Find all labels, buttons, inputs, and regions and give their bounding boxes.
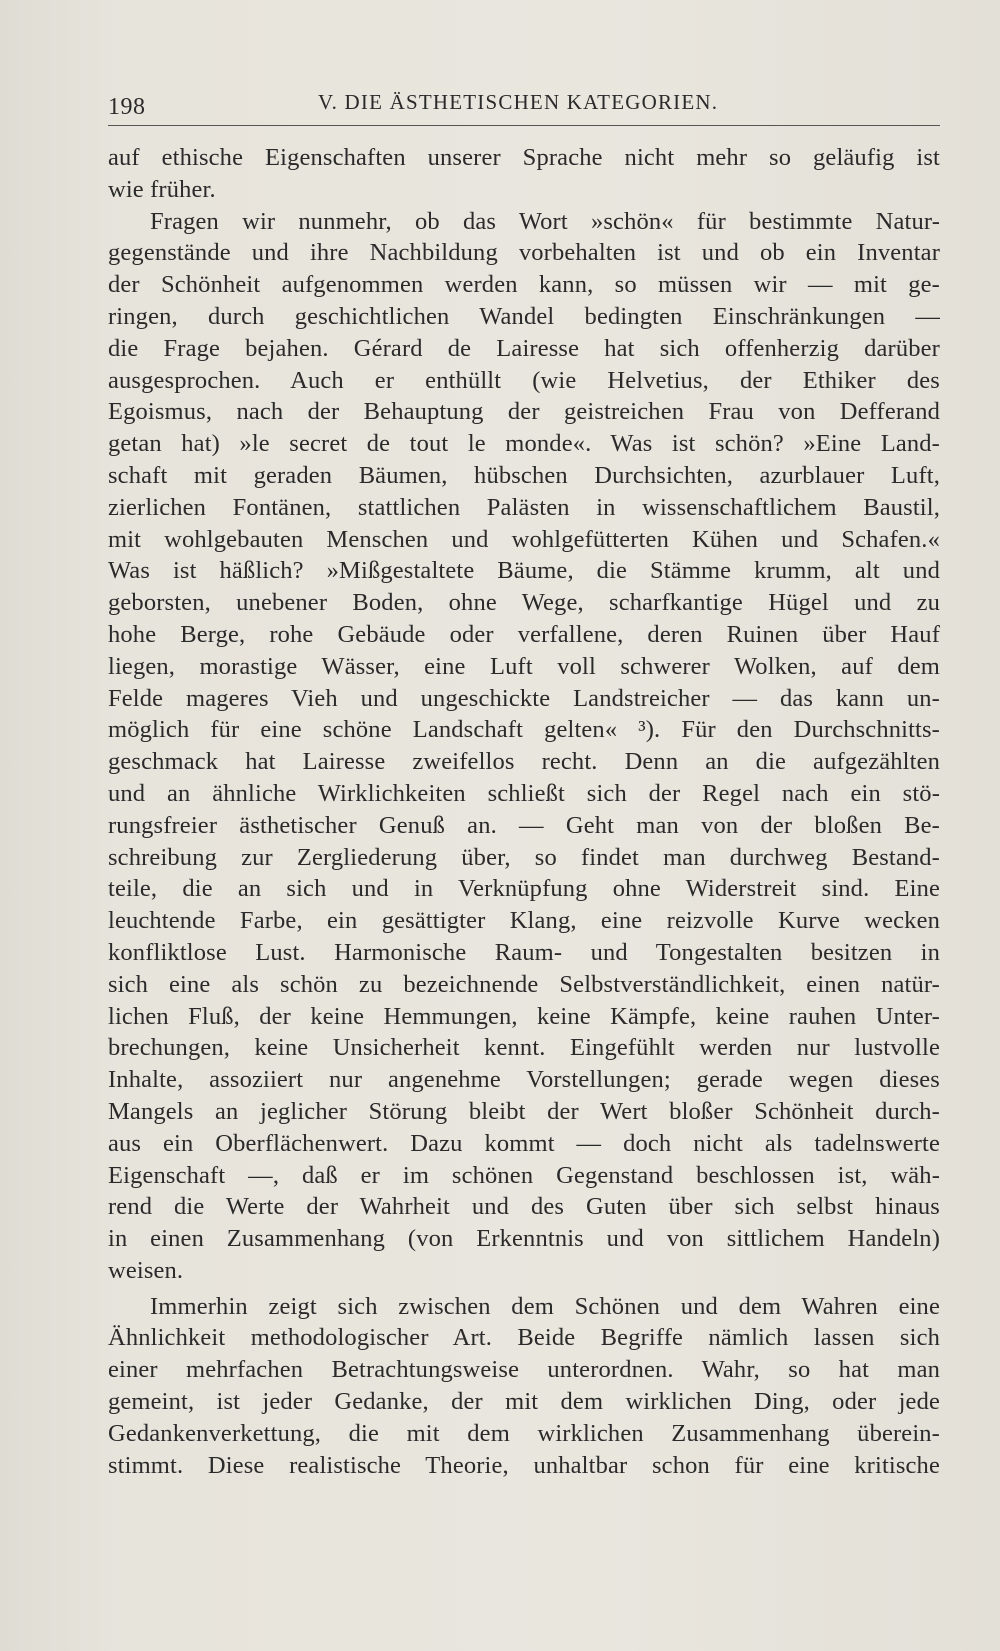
text-line: konfliktlose Lust. Harmonische Raum- und Tongestalten besitzen in [108, 938, 940, 966]
running-head [108, 86, 940, 126]
text-line: schreibung zur Zergliederung über, so findet man durchweg Bestand- [108, 843, 940, 871]
text-line: die Frage bejahen. Gérard de Lairesse hat sich offenherzig darüber [108, 334, 940, 362]
page-number: 198 [108, 94, 146, 120]
text-line: Fragen wir nunmehr, ob das Wort »schön« für bestimmte Natur- [150, 207, 940, 235]
text-line: geschmack hat Lairesse zweifellos recht. Denn an die aufgezählten [108, 748, 940, 776]
text-line: Eigenschaft —, daß er im schönen Gegenstand beschlossen ist, wäh- [108, 1161, 940, 1189]
text-line: ausgesprochen. Auch er enthüllt (wie Helvetius, der Ethiker des [108, 366, 940, 394]
chapter-title: V. DIE ÄSTHETISCHEN KATEGORIEN. [318, 90, 719, 114]
text-line: sich eine als schön zu bezeichnende Selbstverständlichkeit, einen natür- [108, 970, 940, 998]
body-text [108, 142, 940, 1481]
text-line: wie früher. [108, 175, 216, 203]
text-line: der Schönheit aufgenommen werden kann, so müssen wir — mit ge- [108, 271, 940, 299]
text-line: einer mehrfachen Betrachtungsweise unterordnen. Wahr, so hat man [108, 1356, 940, 1384]
text-line: Immerhin zeigt sich zwischen dem Schönen und dem Wahren eine [150, 1292, 940, 1320]
text-line: aus ein Oberflächenwert. Dazu kommt — doch nicht als tadelnswerte [108, 1129, 940, 1157]
text-line: hohe Berge, rohe Gebäude oder verfallene, deren Ruinen über Hauf [108, 620, 940, 648]
text-line: Was ist häßlich? »Mißgestaltete Bäume, die Stämme krumm, alt und [108, 557, 940, 585]
text-line: brechungen, keine Unsicherheit kennt. Eingefühlt werden nur lustvolle [108, 1034, 940, 1062]
text-line: zierlichen Fontänen, stattlichen Palästen in wissenschaftlichem Baustil, [108, 493, 940, 521]
text-line: geborsten, unebener Boden, ohne Wege, scharfkantige Hügel und zu [108, 589, 940, 617]
text-line: mit wohlgebauten Menschen und wohlgefütterten Kühen und Schafen.« [108, 525, 940, 553]
text-line: Egoismus, nach der Behauptung der geistreichen Frau von Defferand [108, 398, 940, 426]
text-line: möglich für eine schöne Landschaft gelten« ³). Für den Durchschnitts- [108, 716, 940, 744]
text-line: leuchtende Farbe, ein gesättigter Klang, eine reizvolle Kurve wecken [108, 907, 940, 935]
text-line: lichen Fluß, der keine Hemmungen, keine Kämpfe, keine rauhen Unter- [108, 1002, 940, 1030]
text-line: schaft mit geraden Bäumen, hübschen Durchsichten, azurblauer Luft, [108, 461, 940, 489]
text-line: gegenstände und ihre Nachbildung vorbehalten ist und ob ein Inventar [108, 239, 940, 267]
text-line: Gedankenverkettung, die mit dem wirklichen Zusammenhang überein- [108, 1419, 940, 1447]
text-line: ringen, durch geschichtlichen Wandel bedingten Einschränkungen — [108, 302, 940, 330]
text-line: und an ähnliche Wirklichkeiten schließt sich der Regel nach ein stö- [108, 779, 940, 807]
text-line: gemeint, ist jeder Gedanke, der mit dem wirklichen Ding, oder jede [108, 1388, 940, 1416]
text-line: Inhalte, assoziiert nur angenehme Vorstellungen; gerade wegen dieses [108, 1066, 940, 1094]
text-line: teile, die an sich und in Verknüpfung ohne Widerstreit sind. Eine [108, 875, 940, 903]
text-line: Mangels an jeglicher Störung bleibt der Wert bloßer Schönheit durch- [108, 1097, 940, 1125]
text-line: Felde mageres Vieh und ungeschickte Landstreicher — das kann un- [108, 684, 940, 712]
header-rule [108, 125, 940, 126]
text-line: Ähnlichkeit methodologischer Art. Beide Begriffe nämlich lassen sich [108, 1324, 940, 1352]
text-line: weisen. [108, 1256, 184, 1284]
text-line: liegen, morastige Wässer, eine Luft voll schwerer Wolken, auf dem [108, 652, 940, 680]
text-line: auf ethische Eigenschaften unserer Sprache nicht mehr so geläufig ist [108, 144, 940, 171]
text-line: rungsfreier ästhetischer Genuß an. — Geht man von der bloßen Be- [108, 811, 940, 839]
text-line: rend die Werte der Wahrheit und des Guten über sich selbst hinaus [108, 1193, 940, 1221]
text-line: getan hat) »le secret de tout le monde«. Was ist schön? »Eine Land- [108, 430, 940, 458]
text-line: stimmt. Diese realistische Theorie, unhaltbar schon für eine kritische [108, 1451, 940, 1479]
text-line: in einen Zusammenhang (von Erkenntnis und von sittlichem Handeln) [108, 1225, 940, 1253]
